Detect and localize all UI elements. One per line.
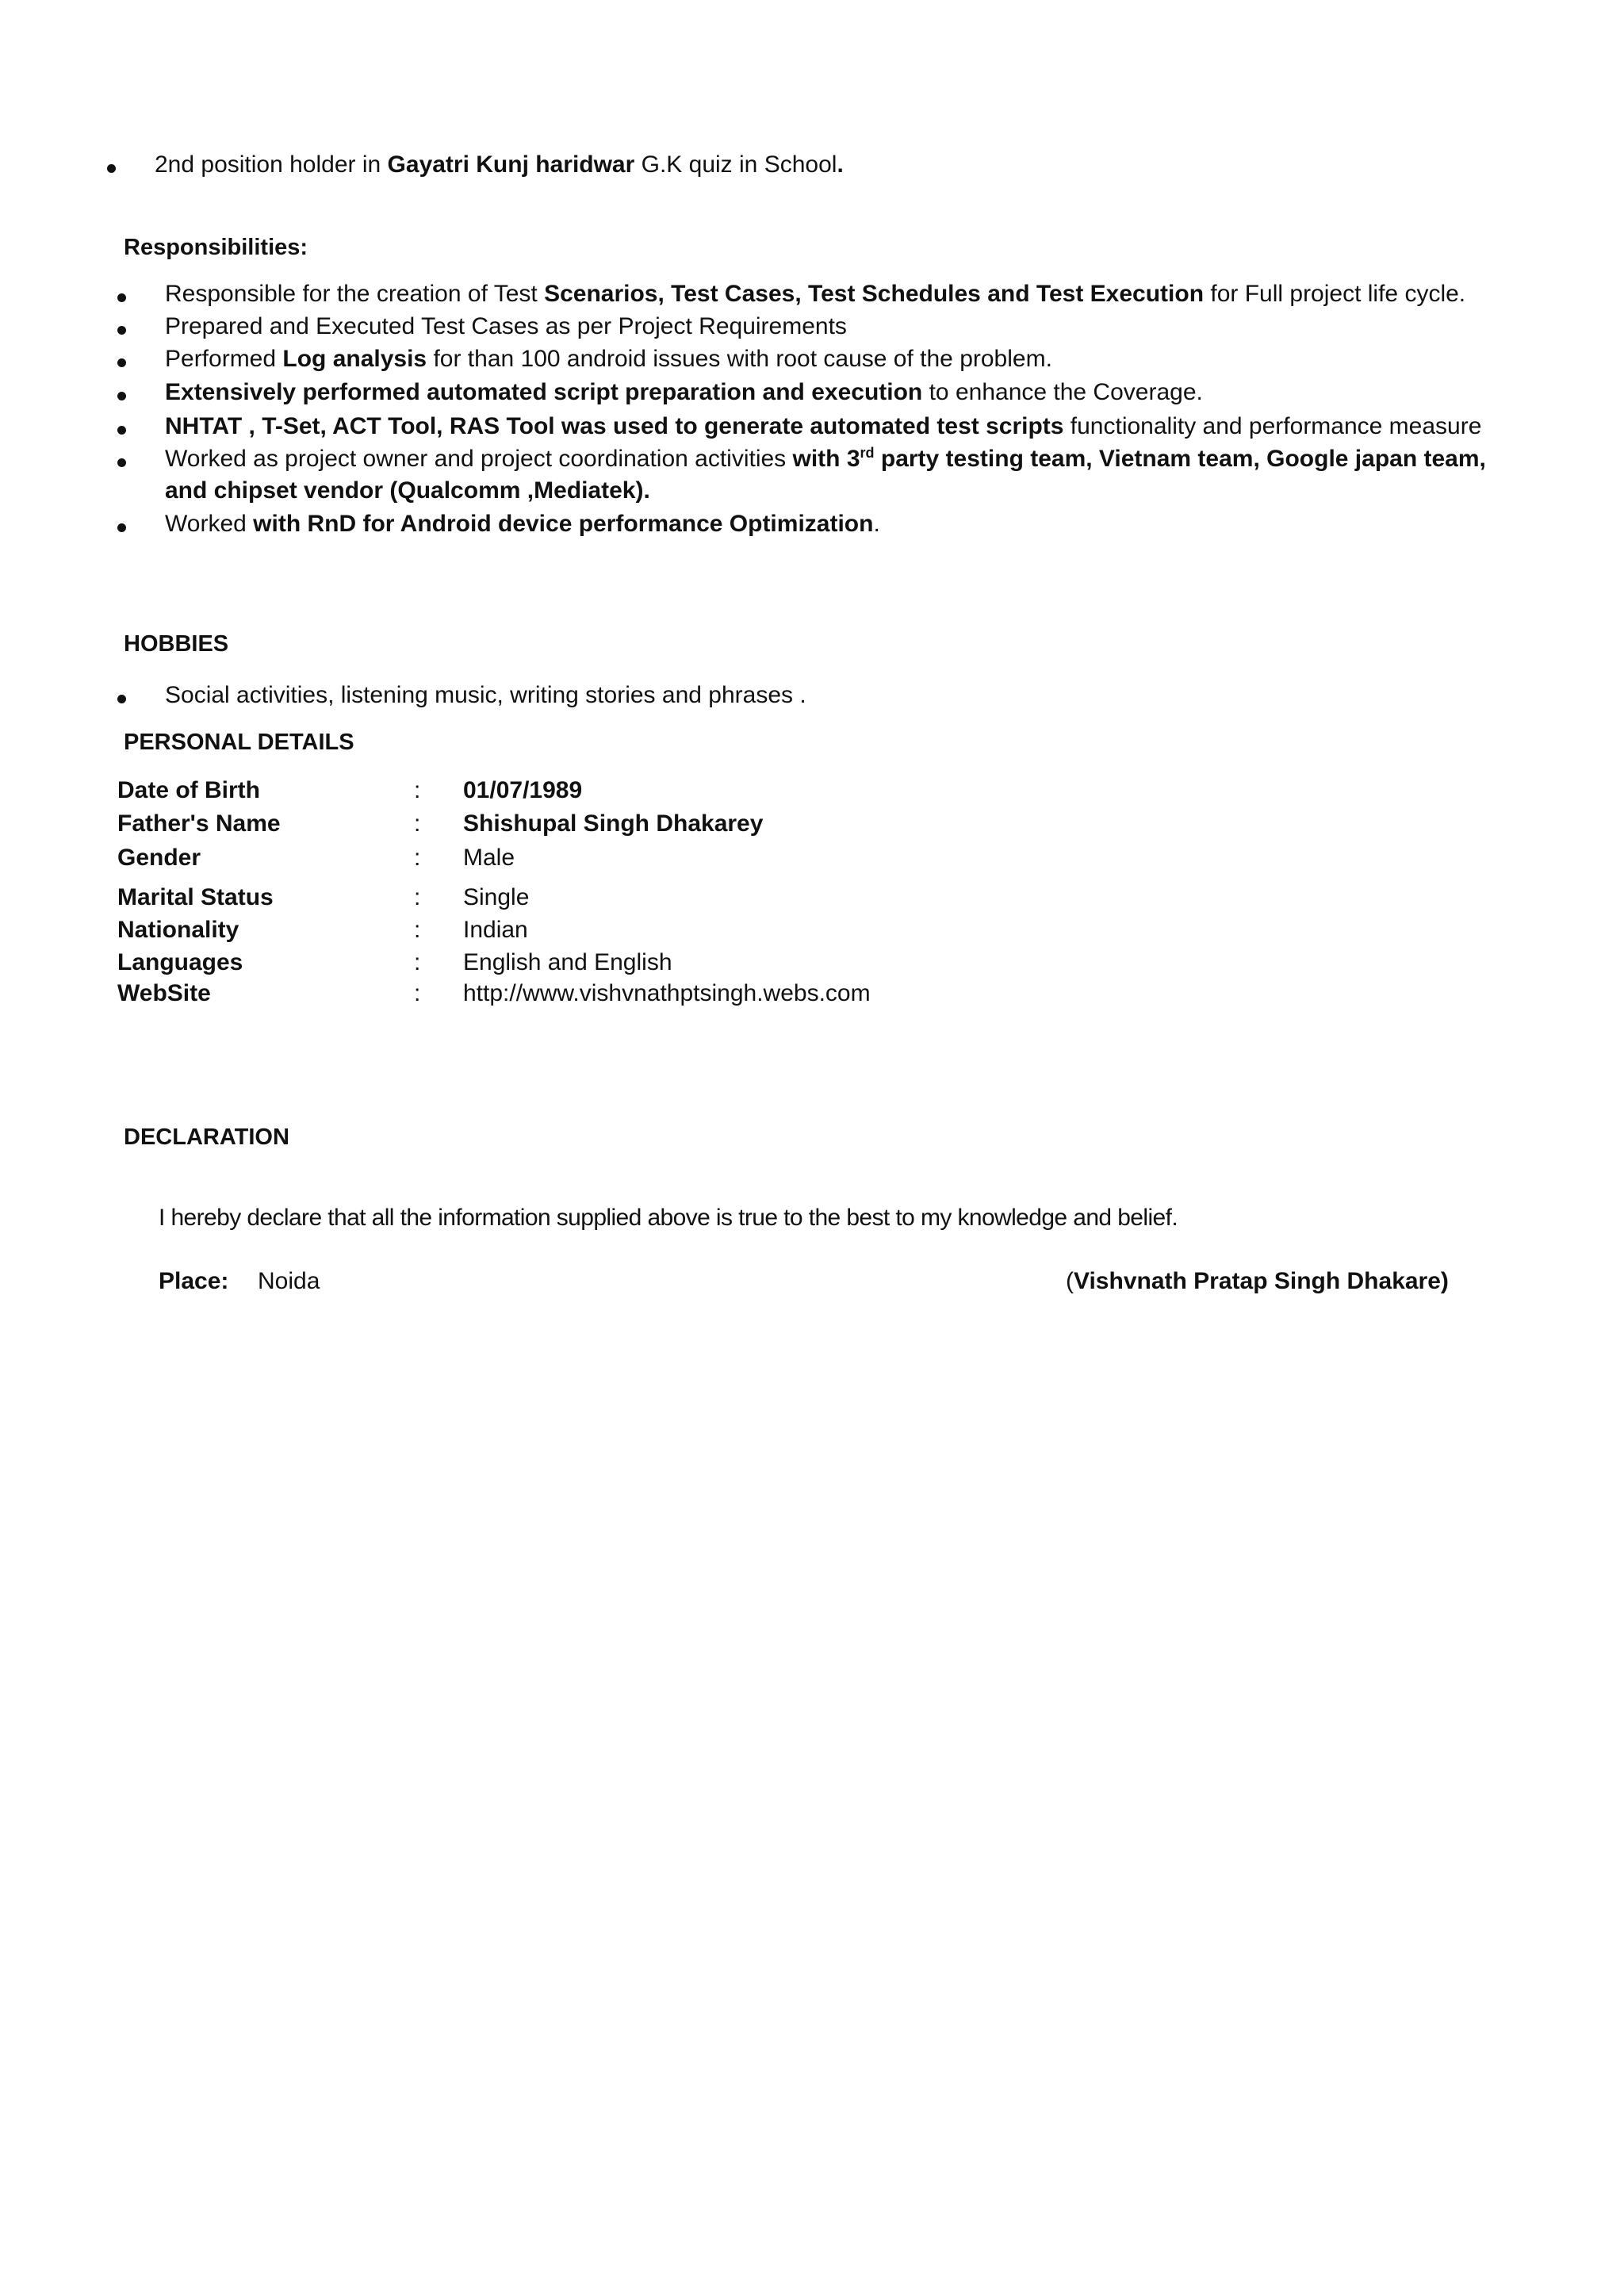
responsibility-bold: with RnD for Android device performance Optimization — [253, 511, 874, 537]
personal-details-heading: PERSONAL DETAILS — [124, 730, 354, 755]
achievement-text-end: G.K quiz in School — [634, 151, 837, 178]
responsibility-text: Worked — [165, 511, 254, 537]
bullet-icon — [117, 458, 126, 467]
bullet-icon — [107, 164, 116, 173]
responsibility-item-4 — [165, 378, 1203, 407]
languages-label: Languages — [117, 949, 243, 975]
responsibility-text: Responsible for the creation of Test — [165, 281, 545, 307]
nationality-value: Indian — [463, 917, 528, 943]
signature — [1066, 1267, 1449, 1296]
responsibility-item-1 — [165, 280, 1465, 308]
achievement-item — [155, 151, 844, 179]
achievement-bold: Gayatri Kunj haridwar — [387, 151, 635, 178]
colon: : — [414, 917, 421, 943]
place-value: Noida — [258, 1268, 320, 1294]
responsibility-bold: Scenarios, Test Cases, Test Schedules and Test Execution — [544, 281, 1205, 307]
place-label: Place: — [159, 1268, 229, 1294]
nationality-label: Nationality — [117, 917, 239, 943]
languages-value: English and English — [463, 949, 672, 975]
signature-name: Vishvnath Pratap Singh Dhakare) — [1074, 1268, 1449, 1294]
superscript: rd — [860, 445, 875, 461]
declaration-heading: DECLARATION — [124, 1125, 289, 1150]
responsibilities-heading: Responsibilities: — [124, 235, 308, 260]
responsibility-item-6-line2: and chipset vendor (Qualcomm ,Mediatek). — [165, 477, 650, 504]
bullet-icon — [117, 695, 126, 703]
responsibility-text: to enhance the Coverage. — [922, 379, 1203, 405]
declaration-text: I hereby declare that all the information supplied above is true to the best to my knowledge and belief. — [159, 1205, 1178, 1231]
marital-value: Single — [463, 884, 530, 910]
bullet-icon — [117, 392, 126, 400]
bullet-icon — [117, 358, 126, 367]
father-value: Shishupal Singh Dhakarey — [463, 810, 764, 837]
dob-label: Date of Birth — [117, 777, 260, 803]
responsibility-text: . — [873, 511, 880, 537]
gender-label: Gender — [117, 845, 201, 871]
responsibility-text: Performed — [165, 346, 283, 372]
hobbies-item: Social activities, listening music, writing stories and phrases . — [165, 682, 806, 708]
responsibility-bold: party testing team, Vietnam team, Google japan team, — [874, 446, 1486, 472]
gender-value: Male — [463, 845, 515, 871]
website-value[interactable]: http://www.vishvnathptsingh.webs.com — [463, 980, 871, 1006]
bullet-icon — [117, 523, 126, 532]
colon: : — [414, 884, 421, 910]
bullet-icon — [117, 326, 126, 335]
responsibility-item-3 — [165, 345, 1052, 374]
father-label: Father's Name — [117, 810, 281, 837]
responsibility-text: Prepared and Executed Test Cases as per Project Requirements — [165, 313, 847, 339]
colon: : — [414, 777, 421, 803]
responsibility-text: for Full project life cycle. — [1204, 281, 1466, 307]
colon: : — [414, 845, 421, 871]
dob-value: 01/07/1989 — [463, 777, 583, 803]
responsibility-item-6 — [165, 445, 1486, 473]
colon: : — [414, 949, 421, 975]
colon: : — [414, 810, 421, 837]
website-label: WebSite — [117, 980, 211, 1006]
marital-label: Marital Status — [117, 884, 274, 910]
responsibility-item-2 — [165, 312, 847, 341]
responsibility-bold: Log analysis — [282, 346, 427, 372]
responsibility-text: functionality and performance measure — [1063, 413, 1482, 439]
responsibility-item-5 — [165, 412, 1481, 441]
colon: : — [414, 980, 421, 1006]
signature-paren: ( — [1066, 1268, 1074, 1294]
hobbies-heading: HOBBIES — [124, 631, 229, 657]
achievement-period: . — [837, 151, 844, 178]
responsibility-item-7 — [165, 510, 880, 538]
responsibility-bold: with 3 — [792, 446, 860, 472]
responsibility-bold: Extensively performed automated script preparation and execution — [165, 379, 923, 405]
responsibility-text: Worked as project owner and project coordination activities — [165, 446, 793, 472]
responsibility-text: for than 100 android issues with root cause of the problem. — [427, 346, 1052, 372]
bullet-icon — [117, 293, 126, 302]
responsibility-bold: NHTAT , T-Set, ACT Tool, RAS Tool was used to generate automated test scripts — [165, 413, 1064, 439]
achievement-text: 2nd position holder in — [155, 151, 388, 178]
bullet-icon — [117, 426, 126, 435]
